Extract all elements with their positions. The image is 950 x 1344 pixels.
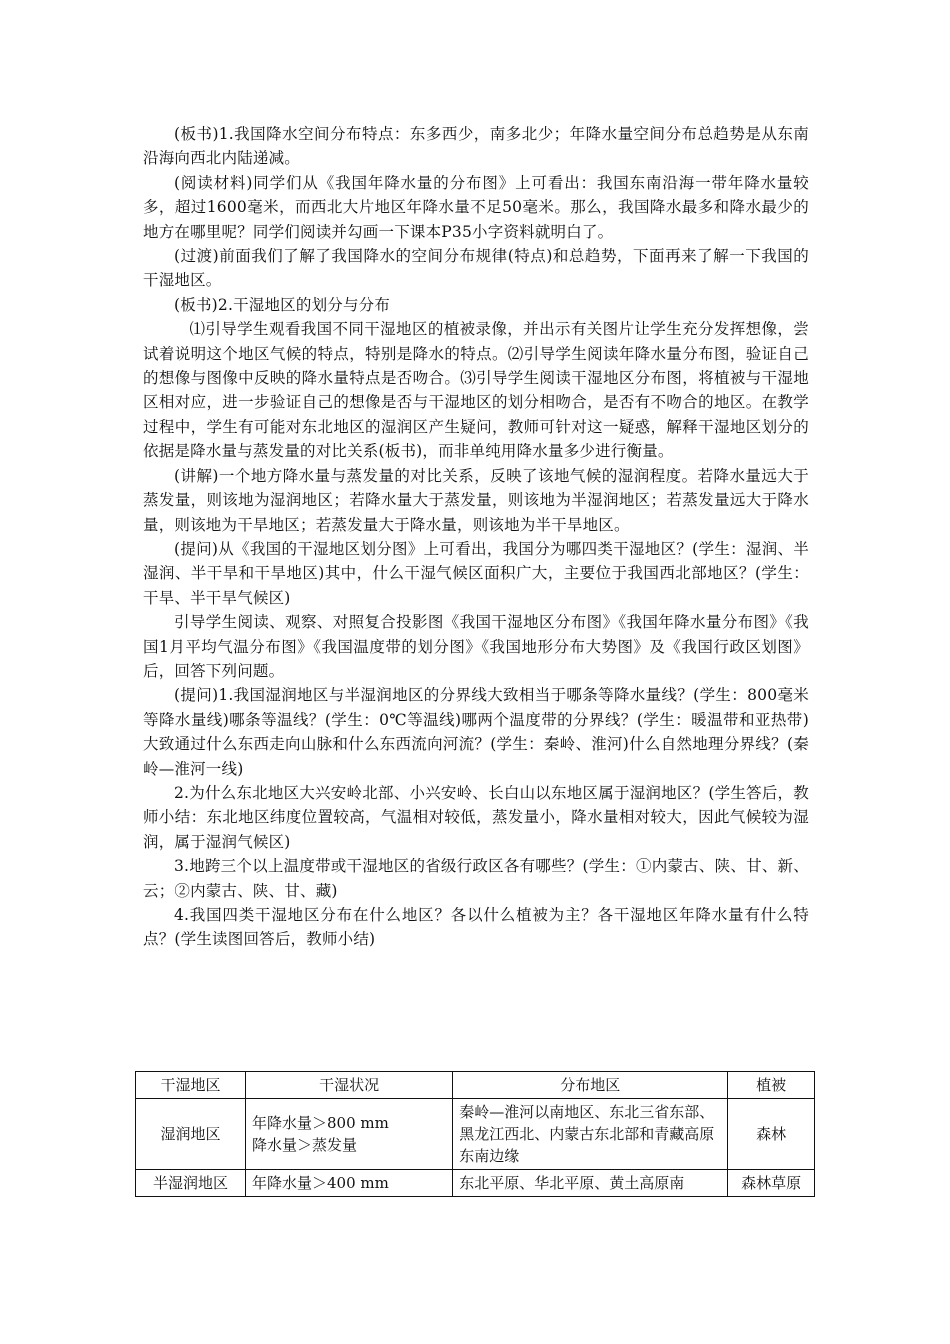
paragraph-explanation: (讲解)一个地方降水量与蒸发量的对比关系，反映了该地气候的湿润程度。若降水量远大于蒸发量，则该地为湿润地区；若降水量大于蒸发量，则该地为半湿润地区；若蒸发量远大于降水量，则该地为干旱地区；若蒸发量大于降水量，则该地为半干旱地区。 bbox=[143, 466, 809, 534]
paragraph-question-1: (提问)从《我国的干湿地区划分图》上可看出，我国分为哪四类干湿地区？(学生：湿润、半湿润、半干旱和干旱地区)其中，什么干湿气候区面积广大，主要位于我国西北部地区？(学生：干旱、半干旱气候区) bbox=[143, 539, 809, 607]
cell-status-line: 年降水量＞800 mm bbox=[251, 1114, 389, 1132]
paragraph-board-1: (板书)1.我国降水空间分布特点：东多西少，南多北少；年降水量空间分布总趋势是从东南沿海向西北内陆递减。 bbox=[143, 125, 809, 168]
table-row bbox=[136, 1170, 815, 1197]
paragraph-reading-material: (阅读材料)同学们从《我国年降水量的分布图》上可看出：我国东南沿海一带年降水量较多，超过1600毫米，而西北大片地区年降水量不足50毫米。那么，我国降水最多和降水最少的地方在哪里呢？同学们阅读并勾画一下课本P35小字资料就明白了。 bbox=[143, 173, 809, 241]
paragraph-transition: (过渡)前面我们了解了我国降水的空间分布规律(特点)和总趋势，下面再来了解一下我国的干湿地区。 bbox=[143, 247, 809, 290]
cell-status-line: 降水量＞蒸发量 bbox=[251, 1136, 357, 1154]
cell-region: 半湿润地区 bbox=[136, 1170, 246, 1197]
paragraph-question-3: 2.为什么东北地区大兴安岭北部、小兴安岭、长白山以东地区属于湿润地区？(学生答后，教师小结：东北地区纬度位置较高，气温相对较低，蒸发量小，降水量相对较大，因此气候较为湿润，属于湿润气候区) bbox=[143, 783, 809, 851]
paragraph-guidance: ⑴引导学生观看我国不同干湿地区的植被录像，并出示有关图片让学生充分发挥想像，尝试着说明这个地区气候的特点，特别是降水的特点。⑵引导学生阅读年降水量分布图，验证自己的想像与图像中反映的降水量特点是否吻合。⑶引导学生阅读干湿地区分布图，将植被与干湿地区相对应，进一步验证自己的想像是否与干湿地区的划分相吻合，是否有不吻合的地区。在教学过程中，学生有可能对东北地区的湿润区产生疑问，教师可针对这一疑惑，解释干湿地区划分的依据是降水量与蒸发量的对比关系(板书)，而非单纯用降水量多少进行衡量。 bbox=[143, 320, 809, 461]
header-region: 干湿地区 bbox=[136, 1072, 246, 1099]
table-row bbox=[136, 1099, 815, 1170]
paragraph-question-4: 3.地跨三个以上温度带或干湿地区的省级行政区各有哪些？(学生：①内蒙古、陕、甘、新、云；②内蒙古、陕、甘、藏) bbox=[143, 857, 809, 900]
paragraph-guide-reading: 引导学生阅读、观察、对照复合投影图《我国干湿地区分布图》《我国年降水量分布图》《我国1月平均气温分布图》《我国温度带的划分图》《我国地形分布大势图》及《我国行政区划图》后，回答下列问题。 bbox=[143, 613, 809, 680]
dry-wet-regions-table bbox=[135, 1071, 815, 1197]
cell-vegetation: 森林草原 bbox=[728, 1170, 815, 1197]
cell-status bbox=[245, 1099, 452, 1170]
paragraph-question-2: (提问)1.我国湿润地区与半湿润地区的分界线大致相当于哪条等降水量线？(学生：800毫米等降水量线)哪条等温线？(学生：0℃等温线)哪两个温度带的分界线？(学生：暖温带和亚热带)大致通过什么东西走向山脉和什么东西流向河流？(学生：秦岭、淮河)什么自然地理分界线？(秦岭—淮河一线) bbox=[143, 686, 809, 778]
table-header-row bbox=[136, 1072, 815, 1099]
lesson-body bbox=[143, 122, 809, 952]
paragraph-question-5: 4.我国四类干湿地区分布在什么地区？各以什么植被为主？各干湿地区年降水量有什么特点？(学生读图回答后，教师小结) bbox=[143, 906, 809, 949]
cell-status-line: 年降水量＞400 mm bbox=[251, 1174, 389, 1192]
header-vegetation: 植被 bbox=[728, 1072, 815, 1099]
cell-distribution: 秦岭—淮河以南地区、东北三省东部、黑龙江西北、内蒙古东北部和青藏高原东南边缘 bbox=[453, 1099, 728, 1170]
cell-distribution: 东北平原、华北平原、黄土高原南 bbox=[453, 1170, 728, 1197]
cell-vegetation: 森林 bbox=[728, 1099, 815, 1170]
header-status: 干湿状况 bbox=[245, 1072, 452, 1099]
header-distribution: 分布地区 bbox=[453, 1072, 728, 1099]
cell-status bbox=[245, 1170, 452, 1197]
cell-region: 湿润地区 bbox=[136, 1099, 246, 1170]
paragraph-board-2: (板书)2.干湿地区的划分与分布 bbox=[174, 295, 391, 314]
